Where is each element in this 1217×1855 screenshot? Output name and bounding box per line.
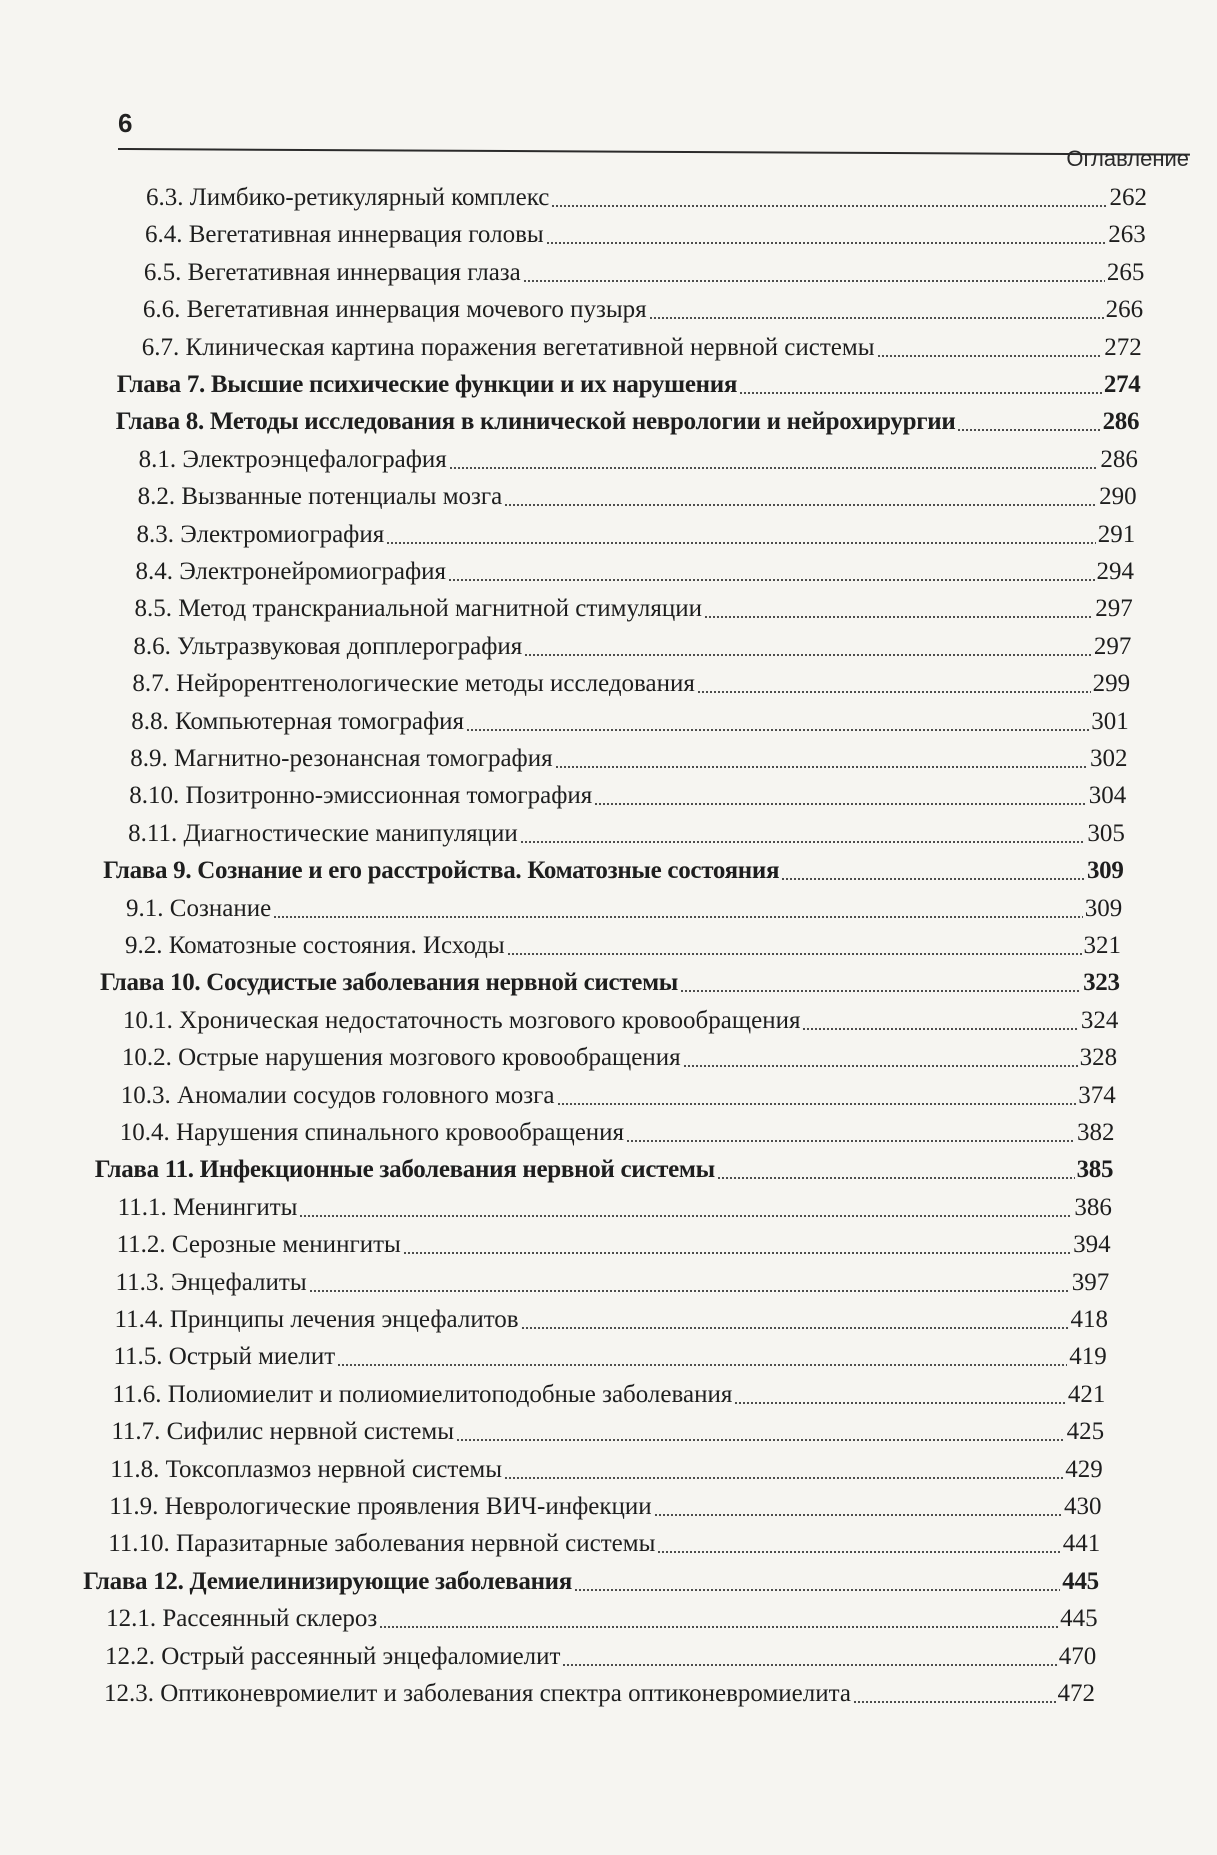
toc-entry-title: 8.11. Диагностические манипуляции: [128, 819, 518, 847]
toc-entry-page: 321: [1083, 932, 1121, 959]
toc-section-entry: [117, 1227, 1111, 1263]
toc-section-entry: [129, 778, 1126, 814]
toc-entry-page: 301: [1091, 707, 1129, 735]
toc-entry-title: 8.10. Позитронно-эмиссионная томография: [129, 782, 593, 810]
toc-entry-title: 10.2. Острые нарушения мозгового кровообращения: [121, 1044, 681, 1072]
toc-section-entry: [104, 1676, 1095, 1712]
dot-leader: [680, 989, 1081, 993]
toc-section-entry: [138, 479, 1137, 515]
toc-entry-page: 328: [1079, 1044, 1118, 1072]
toc-entry-page: 385: [1076, 1156, 1114, 1184]
toc-entry-page: 272: [1104, 333, 1142, 361]
toc-entry-title: 9.1. Сознание: [126, 894, 272, 922]
toc-section-entry: [137, 517, 1136, 553]
toc-chapter-entry: [116, 404, 1140, 440]
toc-entry-title: 6.5. Вегетативная иннервация глаза: [143, 258, 521, 286]
toc-entry-title: Глава 8. Методы исследования в клинической неврологии и нейрохирургии: [115, 408, 956, 436]
dot-leader: [551, 204, 1107, 208]
toc-entry-page: 470: [1058, 1642, 1097, 1670]
toc-entry-page: 386: [1074, 1193, 1112, 1221]
toc-chapter-entry: [103, 853, 1124, 889]
toc-entry-title: 10.1. Хроническая недостаточность мозгового кровообращения: [122, 1006, 801, 1034]
toc-entry-page: 472: [1057, 1680, 1095, 1707]
toc-entry-title: 11.3. Энцефалиты: [115, 1268, 307, 1296]
toc-entry-page: 274: [1103, 371, 1141, 398]
toc-entry-page: 445: [1060, 1605, 1098, 1633]
toc-section-entry: [122, 1040, 1117, 1076]
toc-entry-title: 12.3. Оптиконевромиелит и заболевания спектра оптиконевромиелита: [104, 1680, 851, 1707]
toc-entry-page: 290: [1099, 483, 1137, 511]
toc-entry-page: 297: [1093, 632, 1132, 660]
dot-leader: [626, 1139, 1075, 1143]
toc-entry-page: 309: [1086, 857, 1124, 885]
toc-section-entry: [145, 217, 1146, 253]
toc-entry-page: 286: [1100, 445, 1138, 473]
toc-entry-title: 11.7. Сифилис нервной системы: [111, 1418, 454, 1446]
toc-entry-page: 299: [1092, 670, 1131, 698]
toc-entry-title: Глава 11. Инфекционные заболевания нервной системы: [94, 1156, 715, 1184]
dot-leader: [657, 1550, 1060, 1554]
toc-entry-page: 425: [1066, 1418, 1105, 1446]
toc-section-entry: [136, 554, 1135, 590]
toc-entry-title: 11.6. Полиомиелит и полиомиелитоподобные заболевания: [112, 1380, 733, 1408]
toc-section-entry: [125, 928, 1121, 964]
toc-entry-page: 397: [1071, 1268, 1110, 1296]
dot-leader: [507, 952, 1082, 956]
toc-section-entry: [143, 292, 1143, 328]
page-number: 6: [118, 108, 133, 138]
dot-leader: [299, 1214, 1072, 1218]
toc-entry-page: 323: [1083, 969, 1120, 997]
toc-entry-title: 10.3. Аномалии сосудов головного мозга: [120, 1081, 555, 1109]
dot-leader: [309, 1289, 1070, 1293]
toc-entry-page: 394: [1073, 1231, 1111, 1259]
toc-section-entry: [128, 816, 1125, 852]
toc-entry-title: 8.3. Электромиография: [136, 520, 385, 548]
toc-section-entry: [130, 741, 1127, 777]
toc-entry-page: 309: [1084, 894, 1123, 922]
toc-entry-title: 8.9. Магнитно-резонансная томография: [130, 745, 553, 772]
toc-entry-title: Глава 12. Демиелинизирующие заболевания: [83, 1567, 573, 1595]
dot-leader: [449, 466, 1099, 470]
toc-entry-page: 430: [1064, 1493, 1102, 1520]
dot-leader: [466, 728, 1089, 732]
dot-leader: [524, 653, 1092, 657]
toc-entry-title: 10.4. Нарушения спинального кровообращения: [119, 1119, 625, 1146]
toc-section-entry: [142, 330, 1142, 366]
toc-section-entry: [131, 704, 1129, 740]
toc-entry-page: 262: [1109, 184, 1147, 211]
toc-section-entry: [133, 629, 1131, 665]
toc-entry-page: 294: [1096, 558, 1134, 585]
toc-entry-title: 8.6. Ультразвуковая допплерография: [133, 632, 523, 660]
dot-leader: [403, 1251, 1071, 1255]
toc-entry-page: 265: [1106, 258, 1145, 286]
toc-entry-title: 11.9. Неврологические проявления ВИЧ-инфекции: [109, 1493, 652, 1520]
toc-section-entry: [132, 666, 1130, 702]
dot-leader: [739, 391, 1102, 395]
toc-section-entry: [105, 1639, 1096, 1675]
toc-entry-title: 11.2. Серозные менингиты: [116, 1231, 401, 1259]
dot-leader: [337, 1363, 1067, 1367]
toc-entry-page: 441: [1062, 1530, 1101, 1558]
toc-entry-page: 263: [1108, 221, 1146, 249]
toc-section-entry: [109, 1489, 1101, 1525]
toc-section-entry: [110, 1452, 1103, 1488]
dot-leader: [697, 690, 1091, 694]
toc-chapter-entry: [117, 367, 1141, 403]
dot-leader: [781, 877, 1085, 881]
toc-entry-title: Глава 9. Сознание и его расстройства. Коматозные состояния: [103, 857, 780, 885]
toc-section-entry: [123, 1003, 1119, 1039]
toc-entry-title: 11.4. Принципы лечения энцефалитов: [114, 1306, 519, 1333]
dot-leader: [654, 1513, 1062, 1517]
toc-section-entry: [113, 1339, 1106, 1375]
toc-entry-title: 8.5. Метод транскраниальной магнитной стимуляции: [134, 595, 702, 623]
toc-entry-page: 297: [1095, 595, 1133, 623]
toc-entry-page: 266: [1105, 296, 1144, 324]
toc-entry-title: 12.2. Острый рассеянный энцефаломиелит: [105, 1642, 561, 1670]
dot-leader: [521, 1326, 1069, 1330]
toc-entry-title: 6.4. Вегетативная иннервация головы: [144, 221, 544, 249]
toc-section-entry: [108, 1526, 1100, 1562]
dot-leader: [523, 279, 1105, 283]
toc-entry-page: 419: [1069, 1343, 1107, 1371]
dot-leader: [386, 541, 1096, 545]
toc-entry-title: 8.4. Электронейромиография: [135, 558, 447, 585]
toc-entry-title: 8.1. Электроэнцефалография: [138, 445, 447, 473]
toc-entry-title: 8.8. Компьютерная томография: [131, 707, 465, 735]
toc-entry-page: 305: [1087, 819, 1125, 847]
toc-entry-page: 382: [1077, 1119, 1115, 1146]
toc-entry-title: Глава 10. Сосудистые заболевания нервной системы: [99, 969, 679, 997]
dot-leader: [557, 1102, 1077, 1106]
dot-leader: [802, 1027, 1078, 1031]
toc-entry-title: 8.7. Нейрорентгенологические методы исследования: [132, 670, 695, 698]
dot-leader: [504, 1476, 1063, 1480]
toc-section-entry: [134, 591, 1132, 627]
dot-leader: [853, 1700, 1056, 1704]
toc-section-entry: [106, 1601, 1098, 1637]
dot-leader: [379, 1625, 1058, 1629]
toc-section-entry: [118, 1190, 1112, 1226]
toc-chapter-entry: [100, 965, 1120, 1001]
toc-entry-page: 374: [1078, 1081, 1116, 1109]
dot-leader: [504, 503, 1097, 507]
dot-leader: [562, 1663, 1056, 1667]
toc-section-entry: [111, 1414, 1104, 1450]
dot-leader: [717, 1176, 1075, 1180]
toc-section-entry: [116, 1265, 1110, 1301]
dot-leader: [456, 1438, 1065, 1442]
toc-section-entry: [115, 1302, 1109, 1338]
dot-leader: [555, 765, 1088, 769]
toc-section-entry: [126, 891, 1122, 927]
toc-entry-title: 6.3. Лимбико-ретикулярный комплекс: [146, 184, 550, 211]
header-rule: [118, 148, 1190, 156]
dot-leader: [704, 615, 1093, 619]
toc-chapter-entry: [95, 1152, 1114, 1188]
toc-entry-page: 302: [1090, 745, 1128, 772]
toc-entry-title: Глава 7. Высшие психические функции и их нарушения: [116, 371, 738, 398]
dot-leader: [649, 316, 1104, 320]
toc-section-entry: [146, 180, 1147, 216]
toc-entry-page: 291: [1097, 520, 1136, 548]
dot-leader: [957, 428, 1100, 432]
toc-section-entry: [112, 1377, 1105, 1413]
toc-section-entry: [121, 1078, 1116, 1114]
toc-entry-title: 11.5. Острый миелит: [113, 1343, 336, 1371]
toc-entry-page: 421: [1067, 1380, 1106, 1408]
dot-leader: [574, 1588, 1060, 1592]
toc-entry-title: 8.2. Вызванные потенциалы мозга: [137, 483, 503, 511]
toc-entry-page: 324: [1080, 1006, 1119, 1034]
toc-entry-title: 6.6. Вегетативная иннервация мочевого пузыря: [142, 296, 647, 324]
toc-section-entry: [120, 1115, 1115, 1151]
dot-leader: [877, 354, 1103, 358]
running-head: Оглавление: [1066, 146, 1189, 171]
toc-section-entry: [139, 442, 1138, 478]
toc-entry-title: 11.10. Паразитарные заболевания нервной системы: [108, 1530, 656, 1558]
dot-leader: [683, 1064, 1078, 1068]
toc-entry-page: 445: [1062, 1567, 1099, 1595]
toc-entry-title: 9.2. Коматозные состояния. Исходы: [125, 932, 505, 959]
dot-leader: [734, 1401, 1066, 1405]
dot-leader: [448, 578, 1094, 582]
toc-entry-page: 418: [1070, 1306, 1108, 1333]
toc-entry-title: 11.1. Менингиты: [117, 1193, 298, 1221]
toc-entry-title: 11.8. Токсоплазмоз нервной системы: [110, 1455, 503, 1483]
dot-leader: [594, 802, 1086, 806]
dot-leader: [520, 840, 1086, 844]
dot-leader: [546, 241, 1107, 245]
dot-leader: [273, 915, 1083, 919]
toc-entry-title: 12.1. Рассеянный склероз: [106, 1605, 378, 1633]
toc-entry-page: 304: [1088, 782, 1127, 810]
toc-section-entry: [144, 255, 1145, 291]
toc-entry-page: 286: [1102, 408, 1140, 436]
toc-entry-page: 429: [1065, 1455, 1103, 1483]
toc-entry-title: 6.7. Клиническая картина поражения вегетативной нервной системы: [141, 333, 875, 361]
toc-chapter-entry: [83, 1564, 1099, 1600]
